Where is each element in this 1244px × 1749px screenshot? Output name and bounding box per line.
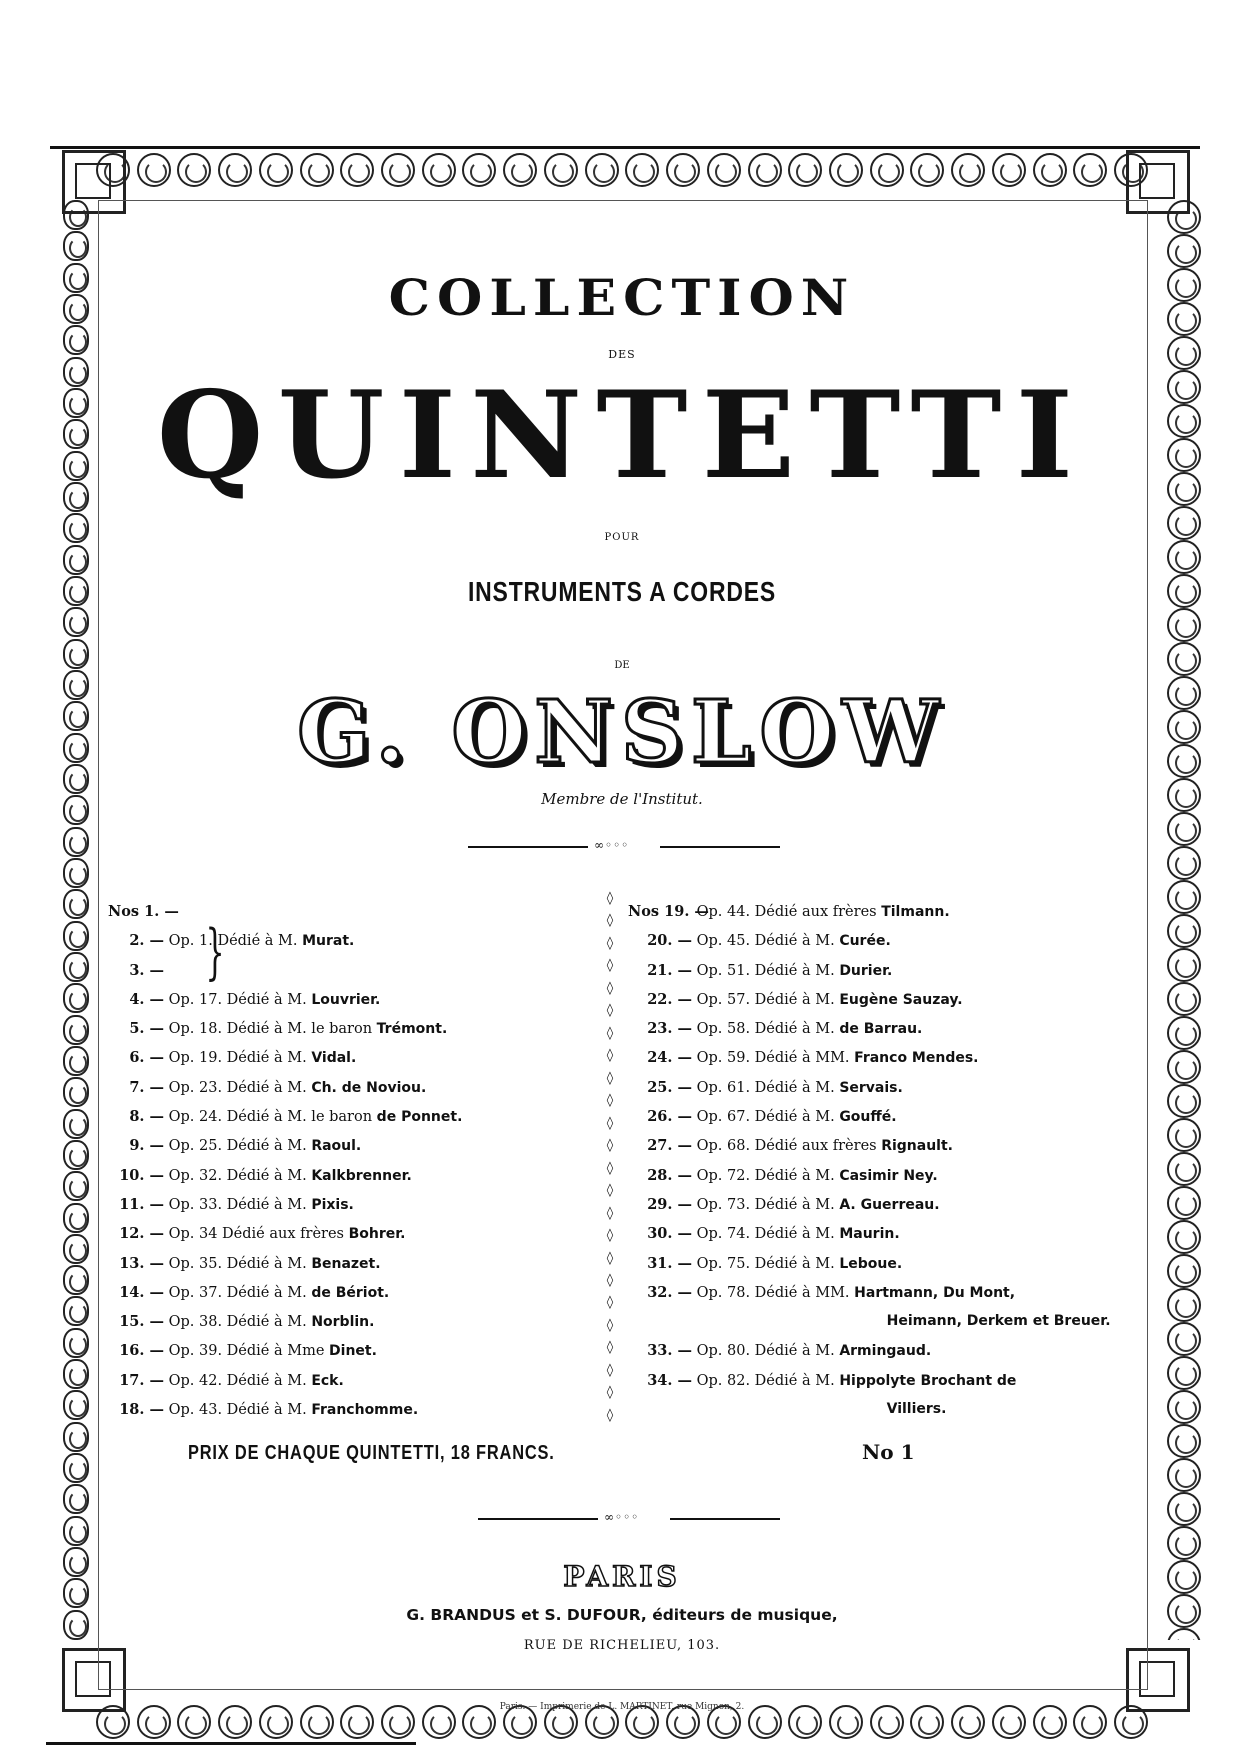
- opus-dedication-text: Op. 25. Dédié à M.: [168, 1138, 307, 1155]
- scroll-ornament-icon: [63, 983, 89, 1013]
- composer-name: G. ONSLOW: [297, 682, 947, 783]
- opus-number: 14. —: [119, 1283, 164, 1301]
- scroll-ornament-icon: [707, 153, 741, 187]
- flourish-ornament-2: ∞◦◦◦: [604, 1510, 640, 1524]
- dedicatee-name: Durier.: [839, 962, 893, 979]
- opus-dedication-text: Op. 67. Dédié à M.: [696, 1109, 835, 1126]
- scroll-ornament-icon: [1167, 1390, 1201, 1424]
- opus-number: 10. —: [119, 1166, 164, 1184]
- scroll-ornament-icon: [1167, 540, 1201, 574]
- dedicatee-name: Kalkbrenner.: [311, 1167, 412, 1184]
- title-instruments: INSTRUMENTS A CORDES: [467, 576, 777, 607]
- imprint-city: PARIS: [563, 1560, 681, 1593]
- diamond-icon: ◊: [606, 935, 614, 951]
- opus-dedication-text: Op. 17. Dédié à M.: [168, 991, 307, 1008]
- flourish-ornament: ∞◦◦◦: [594, 838, 630, 852]
- opus-entry: [628, 897, 1111, 926]
- opus-number: 24. —: [647, 1049, 692, 1067]
- dedicatee-name: Hartmann, Du Mont,: [854, 1284, 1016, 1301]
- dedicatee-name: Casimir Ney.: [839, 1167, 938, 1184]
- opus-entry: [628, 1190, 1111, 1219]
- diamond-icon: ◊: [606, 1272, 614, 1288]
- dedicatee-name: Servais.: [839, 1079, 903, 1096]
- scroll-ornament-icon: [63, 1359, 89, 1389]
- diamond-icon: ◊: [606, 1183, 614, 1199]
- opus-dedication-text: Op. 80. Dédié à M.: [696, 1343, 835, 1360]
- scroll-ornament-icon: [1167, 1118, 1201, 1152]
- scroll-ornament-icon: [1167, 574, 1201, 608]
- dedicatee-name: Heimann, Derkem et Breuer.: [886, 1313, 1111, 1330]
- opus-entry: [628, 1395, 1111, 1424]
- scroll-ornament-icon: [748, 153, 782, 187]
- opus-number: 9. —: [129, 1137, 164, 1155]
- opus-number: Nos 1. —: [108, 903, 179, 920]
- opus-number: 28. —: [647, 1166, 692, 1184]
- opus-number: 23. —: [647, 1020, 692, 1038]
- diamond-icon: ◊: [606, 913, 614, 929]
- opus-entry: [628, 985, 1111, 1014]
- dedicatee-name: de Bériot.: [311, 1284, 390, 1301]
- scroll-ornament-icon: [63, 1140, 89, 1170]
- opus-dedication-text: Op. 68. Dédié aux frères: [696, 1138, 877, 1155]
- opus-entry: [628, 1307, 1111, 1336]
- opus-number: 31. —: [647, 1254, 692, 1272]
- scroll-ornament-icon: [1167, 608, 1201, 642]
- diamond-icon: ◊: [606, 1093, 614, 1109]
- opus-entry: [108, 1249, 462, 1278]
- imprint-publisher: G. BRANDUS et S. DUFOUR, éditeurs de musique,: [406, 1606, 838, 1624]
- diamond-icon: ◊: [606, 1295, 614, 1311]
- opus-number: 33. —: [647, 1342, 692, 1360]
- opus-dedication-text: Op. 33. Dédié à M.: [168, 1196, 307, 1213]
- opus-number: 2. —: [129, 932, 164, 950]
- opus-entry: [108, 1161, 462, 1190]
- opus-number: 15. —: [119, 1313, 164, 1331]
- scroll-ornament-icon: [951, 153, 985, 187]
- dedicatee-name: Villiers.: [886, 1401, 947, 1418]
- opus-entry: [108, 1219, 462, 1248]
- scroll-ornament-icon: [63, 827, 89, 857]
- dedicatee-name: Bohrer.: [348, 1226, 406, 1243]
- brace-icon: }: [205, 917, 225, 987]
- flourish-rule-left-2: [478, 1518, 598, 1520]
- scroll-ornament-icon: [63, 1171, 89, 1201]
- dedicatee-name: Trémont.: [376, 1021, 448, 1038]
- opus-number: Nos 19. —: [628, 903, 709, 920]
- dedicatee-name: Franchomme.: [311, 1402, 419, 1419]
- opus-entry: [628, 1249, 1111, 1278]
- opus-entry: [108, 1307, 462, 1336]
- opus-dedication-text: Op. 38. Dédié à M.: [168, 1314, 307, 1331]
- diamond-icon: ◊: [606, 1407, 614, 1423]
- opus-dedication-text: Op. 74. Dédié à M.: [696, 1226, 835, 1243]
- diamond-icon: ◊: [606, 1160, 614, 1176]
- opus-entry: [628, 1336, 1111, 1365]
- dedicatee-name: Louvrier.: [311, 991, 381, 1008]
- dedicatee-name: Maurin.: [839, 1226, 900, 1243]
- diamond-icon: ◊: [606, 1138, 614, 1154]
- opus-dedication-text: Op. 24. Dédié à M. le baron: [168, 1109, 373, 1126]
- scroll-ornament-icon: [1167, 1322, 1201, 1356]
- opus-dedication-text: Op. 43. Dédié à M.: [168, 1402, 307, 1419]
- opus-entry: [108, 926, 462, 955]
- scroll-ornament-icon: [1167, 1492, 1201, 1526]
- opus-number: 3. —: [129, 961, 164, 979]
- diamond-icon: ◊: [606, 891, 614, 906]
- opus-number: 8. —: [129, 1108, 164, 1126]
- dedicatee-name: de Barrau.: [839, 1021, 923, 1038]
- opus-dedication-text: Op. 58. Dédié à M.: [696, 1021, 835, 1038]
- dedicatee-name: Eugène Sauzay.: [839, 991, 963, 1008]
- scroll-ornament-icon: [137, 153, 171, 187]
- diamond-icon: ◊: [606, 1385, 614, 1401]
- scroll-ornament-icon: [63, 1046, 89, 1076]
- opus-number: 17. —: [119, 1371, 164, 1389]
- opus-dedication-text: Op. 42. Dédié à M.: [168, 1372, 307, 1389]
- opus-dedication-text: Op. 18. Dédié à M. le baron: [168, 1021, 373, 1038]
- opus-entry: [628, 1073, 1111, 1102]
- opus-entry: [108, 1336, 462, 1365]
- opus-dedication-text: Op. 73. Dédié à M.: [696, 1196, 835, 1213]
- scroll-ornament-icon: [63, 952, 89, 982]
- flourish-rule-right-2: [670, 1518, 780, 1520]
- opus-entry: [108, 1073, 462, 1102]
- scroll-ornament-icon: [462, 153, 496, 187]
- opus-dedication-text: Op. 51. Dédié à M.: [696, 962, 835, 979]
- flourish-rule-right: [660, 846, 780, 848]
- diamond-icon: ◊: [606, 1003, 614, 1019]
- dedicatee-name: Franco Mendes.: [854, 1050, 979, 1067]
- scroll-ornament-icon: [63, 1203, 89, 1233]
- opus-entry: [108, 985, 462, 1014]
- column-divider-ornament: [603, 892, 617, 1422]
- scroll-ornament-icon: [544, 153, 578, 187]
- opus-dedication-text: Op. 1. Dédié à M.: [168, 933, 298, 950]
- scroll-ornament-icon: [63, 858, 89, 888]
- diamond-icon: ◊: [606, 1362, 614, 1378]
- scroll-ornament-icon: [63, 1328, 89, 1358]
- scroll-ornament-icon: [63, 1484, 89, 1514]
- title-pour: POUR: [604, 532, 640, 543]
- opus-number: 6. —: [129, 1049, 164, 1067]
- scroll-ornament-icon: [503, 153, 537, 187]
- dedicatee-name: Pixis.: [311, 1196, 354, 1213]
- opus-number: 20. —: [647, 932, 692, 950]
- title-des: DES: [608, 348, 636, 361]
- title-collection: COLLECTION: [388, 269, 856, 328]
- scroll-ornament-icon: [910, 153, 944, 187]
- dedicatee-name: Benazet.: [311, 1255, 381, 1272]
- opus-number: 25. —: [647, 1078, 692, 1096]
- opus-entry: [628, 1161, 1111, 1190]
- dedicatee-name: de Ponnet.: [376, 1109, 463, 1126]
- opus-entry: [108, 897, 462, 926]
- opus-number: 32. —: [647, 1283, 692, 1301]
- scroll-ornament-icon: [1167, 1084, 1201, 1118]
- opus-number: 7. —: [129, 1078, 164, 1096]
- dedicatee-name: Murat.: [302, 933, 355, 950]
- diamond-icon: ◊: [606, 958, 614, 974]
- opus-number: 21. —: [647, 961, 692, 979]
- dedicatee-name: Curée.: [839, 933, 891, 950]
- dedicatee-name: Rignault.: [881, 1138, 953, 1155]
- scroll-ornament-icon: [1167, 1050, 1201, 1084]
- scroll-ornament-icon: [218, 153, 252, 187]
- diamond-icon: ◊: [606, 1115, 614, 1131]
- dedicatee-name: Leboue.: [839, 1255, 903, 1272]
- opus-entry: [108, 1014, 462, 1043]
- opus-number: 29. —: [647, 1195, 692, 1213]
- scroll-ornament-icon: [829, 153, 863, 187]
- opus-number: 12. —: [119, 1225, 164, 1243]
- scroll-ornament-icon: [63, 231, 89, 261]
- scroll-ornament-icon: [63, 1296, 89, 1326]
- opus-number: 13. —: [119, 1254, 164, 1272]
- opus-number: 30. —: [647, 1225, 692, 1243]
- scroll-ornament-icon: [63, 1422, 89, 1452]
- opus-dedication-text: Op. 72. Dédié à M.: [696, 1167, 835, 1184]
- number-mark: No 1: [862, 1440, 915, 1464]
- scroll-ornament-icon: [1167, 982, 1201, 1016]
- opus-number: 5. —: [129, 1020, 164, 1038]
- opus-entry: [628, 1219, 1111, 1248]
- scroll-ornament-icon: [1167, 1356, 1201, 1390]
- scroll-ornament-icon: [870, 153, 904, 187]
- opus-entry: [628, 1014, 1111, 1043]
- scroll-ornament-icon: [1167, 812, 1201, 846]
- bottom-rule-line: [46, 1742, 416, 1745]
- opus-entry: [108, 1190, 462, 1219]
- opus-dedication-text: Op. 61. Dédié à M.: [696, 1079, 835, 1096]
- scroll-ornament-icon: [1167, 1458, 1201, 1492]
- imprint-printer: Paris. — Imprimerie de L. MARTINET, rue Mignon, 2.: [499, 1702, 745, 1712]
- opus-dedication-text: Op. 45. Dédié à M.: [696, 933, 835, 950]
- scroll-ornament-icon: [63, 1234, 89, 1264]
- opus-dedication-text: Op. 75. Dédié à M.: [696, 1255, 835, 1272]
- opus-entry: [108, 1366, 462, 1395]
- scroll-ornament-icon: [625, 153, 659, 187]
- scroll-ornament-icon: [63, 889, 89, 919]
- scroll-ornament-icon: [1167, 1016, 1201, 1050]
- scroll-ornament-icon: [788, 153, 822, 187]
- opus-entry: [628, 1102, 1111, 1131]
- opus-list-left: [108, 897, 462, 1424]
- opus-dedication-text: Op. 32. Dédié à M.: [168, 1167, 307, 1184]
- scroll-ornament-icon: [422, 153, 456, 187]
- opus-entry: [108, 1043, 462, 1072]
- scroll-ornament-icon: [1167, 234, 1201, 268]
- diamond-icon: ◊: [606, 1070, 614, 1086]
- diamond-icon: ◊: [606, 1205, 614, 1221]
- diamond-icon: ◊: [606, 980, 614, 996]
- scroll-ornament-icon: [1167, 914, 1201, 948]
- opus-number: 11. —: [119, 1195, 164, 1213]
- scroll-ornament-icon: [63, 921, 89, 951]
- imprint-address: RUE DE RICHELIEU, 103.: [523, 1638, 721, 1653]
- scroll-ornament-icon: [1033, 153, 1067, 187]
- opus-number: 18. —: [119, 1401, 164, 1419]
- dedicatee-name: Dinet.: [329, 1343, 377, 1360]
- dedicatee-name: Vidal.: [311, 1050, 357, 1067]
- opus-entry: [108, 1278, 462, 1307]
- opus-entry: [628, 1278, 1111, 1307]
- opus-dedication-text: Op. 78. Dédié à MM.: [696, 1284, 850, 1301]
- scroll-ornament-icon: [177, 153, 211, 187]
- flourish-rule-left: [468, 846, 588, 848]
- opus-entry: [108, 1102, 462, 1131]
- title-de: DE: [614, 660, 630, 671]
- dedicatee-name: Ch. de Noviou.: [311, 1079, 427, 1096]
- opus-dedication-text: Op. 82. Dédié à M.: [696, 1372, 835, 1389]
- scroll-ornament-icon: [1167, 1526, 1201, 1560]
- diamond-icon: ◊: [606, 1250, 614, 1266]
- scroll-ornament-icon: [259, 153, 293, 187]
- opus-number: 22. —: [647, 990, 692, 1008]
- scroll-ornament-icon: [63, 576, 89, 606]
- diamond-icon: ◊: [606, 1228, 614, 1244]
- diamond-icon: ◊: [606, 1025, 614, 1041]
- opus-dedication-text: Op. 19. Dédié à M.: [168, 1050, 307, 1067]
- opus-dedication-text: Op. 37. Dédié à M.: [168, 1284, 307, 1301]
- dedicatee-name: Hippolyte Brochant de: [839, 1372, 1017, 1389]
- opus-dedication-text: Op. 34 Dédié aux frères: [168, 1226, 344, 1243]
- diamond-icon: ◊: [606, 1340, 614, 1356]
- opus-number: 34. —: [647, 1371, 692, 1389]
- diamond-icon: ◊: [606, 1048, 614, 1064]
- dedicatee-name: A. Guerreau.: [839, 1196, 940, 1213]
- scroll-ornament-icon: [63, 1453, 89, 1483]
- scroll-ornament-icon: [63, 1516, 89, 1546]
- scroll-ornament-icon: [1073, 153, 1107, 187]
- scroll-ornament-icon: [1167, 880, 1201, 914]
- opus-number: 4. —: [129, 990, 164, 1008]
- scroll-ornament-icon: [1167, 1152, 1201, 1186]
- scroll-ornament-icon: [666, 153, 700, 187]
- scroll-ornament-icon: [1167, 1220, 1201, 1254]
- dedicatee-name: Raoul.: [311, 1138, 362, 1155]
- price-line: PRIX DE CHAQUE QUINTETTI, 18 FRANCS.: [188, 1442, 555, 1464]
- opus-number: 26. —: [647, 1108, 692, 1126]
- opus-dedication-text: Op. 39. Dédié à Mme: [168, 1343, 325, 1360]
- scroll-ornament-icon: [381, 153, 415, 187]
- opus-dedication-text: Op. 59. Dédié à MM.: [696, 1050, 850, 1067]
- scroll-ornament-icon: [1167, 948, 1201, 982]
- opus-entry: [628, 1043, 1111, 1072]
- scroll-ornament-icon: [63, 1390, 89, 1420]
- opus-entry: [628, 1366, 1111, 1395]
- opus-number: 27. —: [647, 1137, 692, 1155]
- scroll-ornament-icon: [63, 607, 89, 637]
- scroll-ornament-icon: [1167, 1424, 1201, 1458]
- opus-entry: [108, 1395, 462, 1424]
- opus-dedication-text: Op. 35. Dédié à M.: [168, 1255, 307, 1272]
- scroll-ornament-icon: [63, 1265, 89, 1295]
- dedicatee-name: Armingaud.: [839, 1343, 932, 1360]
- dedicatee-name: Norblin.: [311, 1314, 375, 1331]
- opus-entry: [628, 926, 1111, 955]
- opus-entry: [628, 956, 1111, 985]
- scroll-ornament-icon: [300, 153, 334, 187]
- opus-dedication-text: Op. 23. Dédié à M.: [168, 1079, 307, 1096]
- scroll-ornament-icon: [63, 545, 89, 575]
- scroll-ornament-icon: [1167, 1186, 1201, 1220]
- opus-entry: [108, 1131, 462, 1160]
- diamond-icon: ◊: [606, 1317, 614, 1333]
- scroll-ornament-icon: [340, 153, 374, 187]
- opus-number: 16. —: [119, 1342, 164, 1360]
- scroll-ornament-icon: [63, 1015, 89, 1045]
- opus-dedication-text: Op. 57. Dédié à M.: [696, 991, 835, 1008]
- scroll-ornament-icon: [63, 1077, 89, 1107]
- dedicatee-name: Eck.: [311, 1372, 344, 1389]
- scroll-ornament-icon: [992, 153, 1026, 187]
- ornamental-border-top: [96, 152, 1148, 188]
- scroll-ornament-icon: [1167, 846, 1201, 880]
- dedicatee-name: Tilmann.: [881, 904, 950, 920]
- dedicatee-name: Gouffé.: [839, 1109, 897, 1126]
- scroll-ornament-icon: [63, 1109, 89, 1139]
- title-quintetti: QUINTETTI: [156, 365, 1088, 506]
- scroll-ornament-icon: [1167, 1288, 1201, 1322]
- top-rule-line: [50, 146, 1200, 149]
- opus-list-right: [628, 897, 1111, 1424]
- opus-entry: [108, 956, 462, 985]
- composer-membership: Membre de l'Institut.: [541, 790, 703, 808]
- scroll-ornament-icon: [585, 153, 619, 187]
- opus-dedication-text: Op. 44. Dédié aux frères: [696, 904, 877, 920]
- opus-entry: [628, 1131, 1111, 1160]
- scroll-ornament-icon: [1167, 1254, 1201, 1288]
